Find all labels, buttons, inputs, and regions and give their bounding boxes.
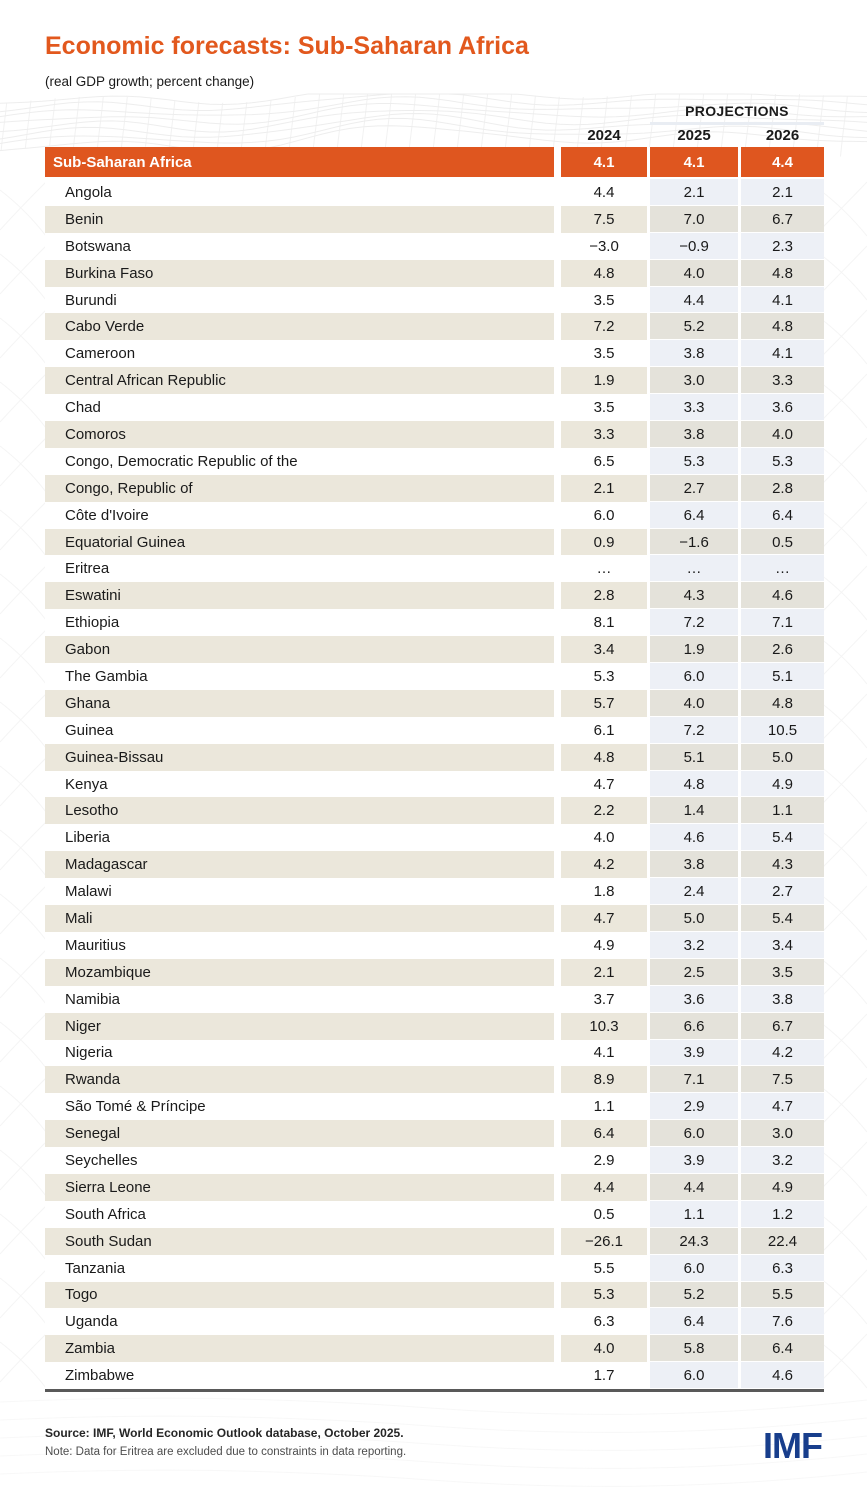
region-total-row (45, 147, 824, 177)
value-2025: 4.0 (650, 260, 738, 287)
value-2025: 5.1 (650, 744, 738, 771)
value-2024: 4.4 (593, 183, 615, 201)
value-2024: 4.9 (593, 936, 615, 954)
value-2026: 1.1 (741, 797, 824, 824)
value-2025: 4.4 (650, 287, 738, 314)
country-label: Comoros (45, 421, 554, 448)
value-2026: 2.8 (741, 475, 824, 502)
value-2025: 3.2 (650, 932, 738, 959)
table-row (45, 1013, 824, 1040)
value-2026: 3.5 (741, 959, 824, 986)
table-row (45, 260, 824, 287)
value-2025: 6.0 (650, 1362, 738, 1389)
value-2026: 2.3 (741, 233, 824, 260)
country-label: Zimbabwe (65, 1367, 135, 1385)
table-row (45, 1255, 824, 1282)
table-row (45, 1228, 824, 1255)
value-2026: 10.5 (741, 717, 824, 744)
value-2024: 6.1 (593, 721, 615, 739)
value-2025: 4.0 (650, 690, 738, 717)
table-body (45, 147, 824, 1392)
value-2025: 1.9 (650, 636, 738, 663)
country-label: Congo, Republic of (45, 475, 554, 502)
value-2024: 2.2 (561, 797, 647, 824)
value-2025: 2.1 (650, 179, 738, 206)
value-2026: 5.0 (741, 744, 824, 771)
country-label: Benin (45, 206, 554, 233)
value-2024: 3.7 (593, 990, 615, 1008)
region-total-2025: 4.1 (650, 147, 738, 177)
value-2025: 1.4 (650, 797, 738, 824)
country-label: Cabo Verde (45, 313, 554, 340)
country-label: Nigeria (65, 1044, 113, 1062)
value-2025: 2.4 (650, 878, 738, 905)
value-2025: 7.2 (650, 717, 738, 744)
region-total-label: Sub-Saharan Africa (45, 147, 554, 177)
country-label: Central African Republic (45, 367, 554, 394)
region-total-2026: 4.4 (741, 147, 824, 177)
forecast-table (45, 99, 824, 1392)
value-2025: 4.6 (650, 824, 738, 851)
table-row (45, 1335, 824, 1362)
table-row (45, 824, 824, 851)
value-2025: 5.3 (650, 448, 738, 475)
value-2025: 3.9 (650, 1040, 738, 1067)
value-2025: 5.2 (650, 1282, 738, 1309)
country-label: Guinea-Bissau (45, 744, 554, 771)
value-2026: 5.4 (741, 824, 824, 851)
value-2026: … (741, 555, 824, 582)
country-label: Ghana (45, 690, 554, 717)
col-header-2025: 2025 (677, 126, 711, 144)
country-label: Gabon (45, 636, 554, 663)
value-2025: 5.0 (650, 905, 738, 932)
value-2025: 6.0 (650, 1120, 738, 1147)
value-2024: 4.1 (593, 1044, 615, 1062)
table-bottom-border (45, 1389, 824, 1392)
table-row (45, 475, 824, 502)
table-row (45, 1282, 824, 1309)
value-2026: 6.3 (741, 1255, 824, 1282)
country-label: Ethiopia (65, 614, 120, 632)
value-2026: 4.2 (741, 1040, 824, 1067)
value-2024: 3.3 (561, 421, 647, 448)
imf-logo: IMF (763, 1425, 822, 1467)
value-2025: 2.7 (650, 475, 738, 502)
value-2025: 4.4 (650, 1174, 738, 1201)
country-label: Côte d'Ivoire (65, 506, 149, 524)
value-2024: 5.3 (561, 1282, 647, 1309)
country-label: Tanzania (65, 1259, 126, 1277)
table-row (45, 313, 824, 340)
table-row (45, 555, 824, 582)
value-2024: 4.0 (561, 1335, 647, 1362)
value-2024: 3.5 (593, 291, 615, 309)
value-2026: 3.8 (741, 986, 824, 1013)
country-label: Eswatini (45, 582, 554, 609)
value-2024: 6.5 (593, 452, 615, 470)
value-2024: 4.8 (561, 260, 647, 287)
value-2025: 3.9 (650, 1147, 738, 1174)
table-row (45, 986, 824, 1013)
value-2026: 3.0 (741, 1120, 824, 1147)
value-2025: 7.2 (650, 609, 738, 636)
value-2024: 5.3 (593, 667, 615, 685)
table-row (45, 179, 824, 206)
value-2025: 1.1 (650, 1201, 738, 1228)
table-row (45, 1174, 824, 1201)
value-2024: 1.8 (593, 883, 615, 901)
value-2025: 6.6 (650, 1013, 738, 1040)
value-2024: 6.4 (561, 1120, 647, 1147)
value-2026: 5.5 (741, 1282, 824, 1309)
table-row (45, 1201, 824, 1228)
country-label: Kenya (65, 775, 108, 793)
value-2024: 0.9 (561, 529, 647, 556)
region-total-2024: 4.1 (561, 147, 647, 177)
country-label: Uganda (65, 1313, 118, 1331)
value-2026: 5.1 (741, 663, 824, 690)
value-2026: 4.1 (741, 340, 824, 367)
country-label: Liberia (65, 829, 111, 847)
value-2024: 7.5 (561, 206, 647, 233)
value-2026: 2.7 (741, 878, 824, 905)
value-2026: 3.4 (741, 932, 824, 959)
value-2026: 7.1 (741, 609, 824, 636)
table-row (45, 717, 824, 744)
value-2026: 4.9 (741, 1174, 824, 1201)
value-2025: 3.0 (650, 367, 738, 394)
value-2026: 5.4 (741, 905, 824, 932)
value-2024: 4.7 (561, 905, 647, 932)
value-2025: … (650, 555, 738, 582)
footer-text (45, 1426, 406, 1458)
table-row (45, 582, 824, 609)
country-label: Burundi (65, 291, 117, 309)
value-2024: 5.7 (561, 690, 647, 717)
value-2024: 4.2 (561, 851, 647, 878)
value-2024: 10.3 (561, 1013, 647, 1040)
value-2024: 8.1 (593, 614, 615, 632)
country-label: Togo (45, 1282, 554, 1309)
value-2024: 4.8 (561, 744, 647, 771)
projections-header: PROJECTIONS (685, 102, 789, 119)
col-header-2026: 2026 (765, 126, 800, 144)
value-2024: 2.1 (561, 475, 647, 502)
value-2026: 4.6 (741, 582, 824, 609)
value-2024: 2.1 (561, 959, 647, 986)
country-label: Chad (65, 399, 101, 417)
country-label: South Africa (65, 1205, 146, 1223)
table-row (45, 878, 824, 905)
value-2026: 4.6 (741, 1362, 824, 1389)
table-row (45, 394, 824, 421)
value-2025: 6.0 (650, 1255, 738, 1282)
value-2024: 7.2 (561, 313, 647, 340)
country-label: Mozambique (45, 959, 554, 986)
value-2024: 4.0 (593, 829, 615, 847)
value-2026: 7.6 (741, 1308, 824, 1335)
value-2024: 6.3 (593, 1313, 615, 1331)
value-2024: 6.0 (593, 506, 615, 524)
value-2026: 4.7 (741, 1093, 824, 1120)
country-label: South Sudan (45, 1228, 554, 1255)
col-header-2024: 2024 (587, 126, 621, 144)
value-2026: 1.2 (741, 1201, 824, 1228)
table-row (45, 233, 824, 260)
country-label: Madagascar (45, 851, 554, 878)
value-2024: 3.5 (593, 345, 615, 363)
table-row (45, 367, 824, 394)
country-label: Equatorial Guinea (45, 529, 554, 556)
table-row (45, 932, 824, 959)
value-2024: 1.9 (561, 367, 647, 394)
country-label: Lesotho (45, 797, 554, 824)
table-row (45, 448, 824, 475)
value-2024: 0.5 (593, 1205, 615, 1223)
table-row (45, 1093, 824, 1120)
value-2026: 4.3 (741, 851, 824, 878)
value-2024: 4.4 (561, 1174, 647, 1201)
country-label: Zambia (45, 1335, 554, 1362)
value-2026: 4.8 (741, 260, 824, 287)
table-row (45, 771, 824, 798)
country-label: Malawi (65, 883, 112, 901)
value-2024: −3.0 (589, 237, 619, 255)
table-row (45, 1040, 824, 1067)
table-row (45, 851, 824, 878)
table-row (45, 744, 824, 771)
table-row (45, 797, 824, 824)
country-label: Niger (45, 1013, 554, 1040)
value-2026: 6.4 (741, 502, 824, 529)
value-2026: 4.8 (741, 690, 824, 717)
footer (45, 1425, 822, 1467)
table-row (45, 959, 824, 986)
table-row (45, 636, 824, 663)
value-2026: 22.4 (741, 1228, 824, 1255)
value-2025: 3.6 (650, 986, 738, 1013)
table-row (45, 1362, 824, 1389)
value-2025: 24.3 (650, 1228, 738, 1255)
country-rows (45, 179, 824, 1389)
table-row (45, 663, 824, 690)
country-label: Botswana (65, 237, 131, 255)
value-2025: 5.2 (650, 313, 738, 340)
country-label: São Tomé & Príncipe (65, 1098, 206, 1116)
value-2024: 3.4 (561, 636, 647, 663)
value-2026: 6.7 (741, 206, 824, 233)
country-label: Senegal (45, 1120, 554, 1147)
value-2025: 3.8 (650, 851, 738, 878)
country-label: Namibia (65, 990, 121, 1008)
country-label: Congo, Democratic Republic of the (65, 452, 298, 470)
value-2026: 7.5 (741, 1066, 824, 1093)
value-2025: 3.8 (650, 340, 738, 367)
projections-header-row (45, 99, 824, 122)
country-label: Burkina Faso (45, 260, 554, 287)
table-row (45, 287, 824, 314)
value-2024: 8.9 (561, 1066, 647, 1093)
source-note: Source: IMF, World Economic Outlook database, October 2025. (45, 1426, 404, 1441)
country-label: Sierra Leone (45, 1174, 554, 1201)
value-2026: 3.6 (741, 394, 824, 421)
country-label: Mali (45, 905, 554, 932)
country-label: Eritrea (65, 560, 110, 578)
value-2026: 4.0 (741, 421, 824, 448)
country-label: Mauritius (65, 936, 126, 954)
value-2025: 7.1 (650, 1066, 738, 1093)
table-row (45, 690, 824, 717)
value-2025: 7.0 (650, 206, 738, 233)
value-2025: 3.3 (650, 394, 738, 421)
value-2025: 2.5 (650, 959, 738, 986)
value-2024: 5.5 (593, 1259, 615, 1277)
value-2025: 2.9 (650, 1093, 738, 1120)
value-2024: 1.7 (593, 1367, 615, 1385)
value-2025: 4.8 (650, 771, 738, 798)
table-row (45, 1147, 824, 1174)
country-label: Cameroon (65, 345, 136, 363)
value-2026: 2.1 (741, 179, 824, 206)
year-header-row (45, 122, 824, 145)
country-label: Guinea (65, 721, 114, 739)
country-label: Angola (65, 183, 112, 201)
value-2024: 2.8 (561, 582, 647, 609)
country-label: Rwanda (45, 1066, 554, 1093)
value-2024: 4.7 (593, 775, 615, 793)
table-row (45, 529, 824, 556)
value-2026: 6.7 (741, 1013, 824, 1040)
value-2025: 5.8 (650, 1335, 738, 1362)
value-2026: 0.5 (741, 529, 824, 556)
value-2025: −0.9 (650, 233, 738, 260)
country-label: The Gambia (65, 667, 148, 685)
table-row (45, 421, 824, 448)
data-note: Note: Data for Eritrea are excluded due to constraints in data reporting. (45, 1446, 407, 1459)
value-2025: 3.8 (650, 421, 738, 448)
page-title: Economic forecasts: Sub-Saharan Africa (45, 32, 529, 60)
table-row (45, 206, 824, 233)
value-2026: 4.9 (741, 771, 824, 798)
value-2026: 4.1 (741, 287, 824, 314)
value-2024: 1.1 (593, 1098, 615, 1116)
value-2026: 3.3 (741, 367, 824, 394)
value-2025: 4.3 (650, 582, 738, 609)
table-row (45, 905, 824, 932)
value-2025: 6.0 (650, 663, 738, 690)
value-2026: 2.6 (741, 636, 824, 663)
value-2026: 6.4 (741, 1335, 824, 1362)
value-2025: 6.4 (650, 502, 738, 529)
value-2025: −1.6 (650, 529, 738, 556)
table-row (45, 1308, 824, 1335)
value-2025: 6.4 (650, 1308, 738, 1335)
table-row (45, 609, 824, 636)
page-subtitle: (real GDP growth; percent change) (45, 74, 255, 89)
table-row (45, 1066, 824, 1093)
value-2024: 3.5 (593, 399, 615, 417)
table-row (45, 1120, 824, 1147)
country-label: Seychelles (65, 1152, 138, 1169)
value-2024: 2.9 (593, 1152, 615, 1169)
value-2024: … (596, 560, 612, 578)
table-row (45, 502, 824, 529)
value-2024: −26.1 (561, 1228, 647, 1255)
value-2026: 4.8 (741, 313, 824, 340)
value-2026: 5.3 (741, 448, 824, 475)
table-row (45, 340, 824, 367)
value-2026: 3.2 (741, 1147, 824, 1174)
